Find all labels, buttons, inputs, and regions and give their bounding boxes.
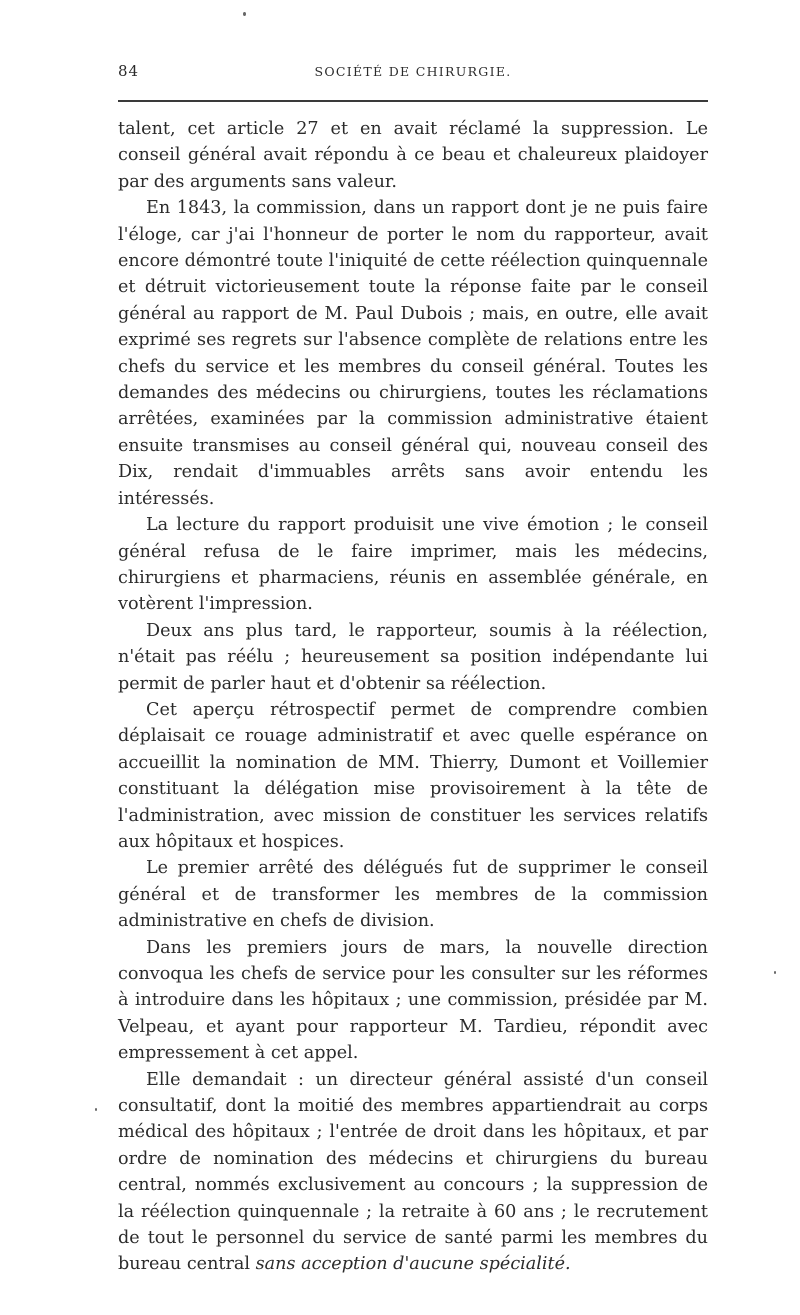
paragraph: talent, cet article 27 et en avait réclamé la suppression. Le conseil général avait répondu à ce beau et chaleureux plaidoyer par des arguments sans valeur.: [118, 119, 708, 192]
paragraph: Cet aperçu rétrospectif permet de comprendre combien déplaisait ce rouage administratif et avec quelle espérance on accueillit la nomination de MM. Thierry, Dumont et Voillemier constituant la délégation mise provisoirement à la tête de l'administration, avec mission de constituer les services relatifs aux hôpitaux et hospices.: [118, 699, 708, 852]
running-head: SOCIÉTÉ DE CHIRURGIE.: [314, 64, 512, 79]
paragraph: Le premier arrêté des délégués fut de supprimer le conseil général et de transformer les membres de la commission administrative en chefs de division.: [118, 858, 708, 932]
body-text: [118, 116, 708, 1278]
print-speck: [774, 971, 776, 974]
print-speck: [243, 12, 246, 16]
header-rule: [118, 100, 708, 102]
paragraph: En 1843, la commission, dans un rapport dont je ne puis faire l'éloge, car j'ai l'honneur de porter le nom du rapporteur, avait encore démontré toute l'iniquité de cette réélection quinquennale et détruit victorieusement toute la réponse faite par le conseil général au rapport de M. Paul Dubois ; mais, en outre, elle avait exprimé ses regrets sur l'absence complète de relations entre les chefs du service et les membres du conseil général. Toutes les demandes des médecins ou chirurgiens, toutes les réclamations arrêtées, examinées par la commission administrative étaient ensuite transmises au conseil général qui, nouveau conseil des Dix, rendait d'immuables arrêts sans avoir entendu les intéressés.: [118, 198, 708, 509]
paragraph: Dans les premiers jours de mars, la nouvelle direction convoqua les chefs de service pour les consulter sur les réformes à introduire dans les hôpitaux ; une commission, présidée par M. Velpeau, et ayant pour rapporteur M. Tardieu, répondit avec empressement à cet appel.: [118, 937, 708, 1064]
paragraph: La lecture du rapport produisit une vive émotion ; le conseil général refusa de le faire imprimer, mais les médecins, chirurgiens et pharmaciens, réunis en assemblée générale, en votèrent l'impression.: [118, 515, 708, 615]
print-speck: [95, 1108, 97, 1111]
italic-phrase: sans acception d'aucune spécialité.: [255, 1254, 571, 1275]
page-header: [118, 62, 708, 86]
paragraph: Deux ans plus tard, le rapporteur, soumis à la réélection, n'était pas réélu ; heureusement sa position indépendante lui permit de parler haut et d'obtenir sa réélection.: [118, 620, 708, 694]
paragraph-text: Elle demandait : un directeur général assisté d'un conseil consultatif, dont la moitié des membres appartiendrait au corps médical des hôpitaux ; l'entrée de droit dans les hôpitaux, et par ordre de nomination des médecins et chirurgiens du bureau central, nommés exclusivement au concours ; la suppression de la réélection quinquennale ; la retraite à 60 ans ; le recrutement de tout le personnel du service de santé parmi les membres du bureau central: [118, 1069, 708, 1275]
paragraph: [118, 1067, 708, 1278]
page-number: 84: [118, 62, 140, 80]
